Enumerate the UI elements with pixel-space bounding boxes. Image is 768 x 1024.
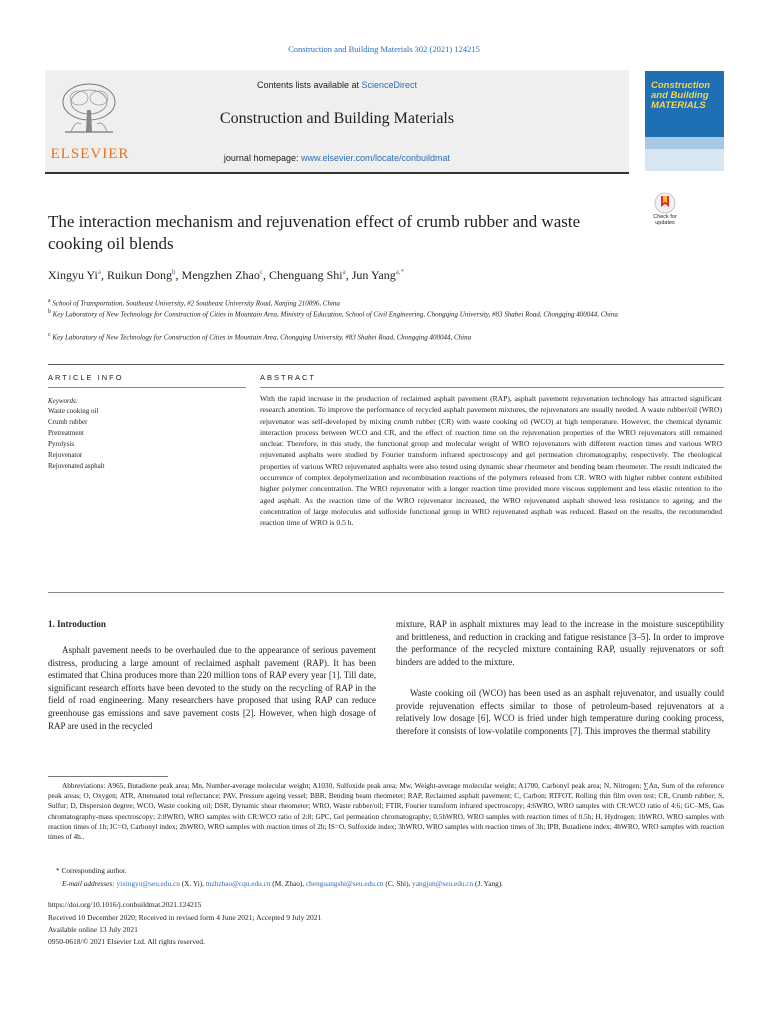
author-affiliation-marker[interactable]: c [259, 268, 263, 276]
email-link[interactable]: chenguangshi@seu.edu.cn [305, 879, 384, 888]
intro-paragraph-3: Waste cooking oil (WCO) has been used as an asphalt rejuvenator, and usually could provide rejuvenation effects similar to those of petroleum-based rejuvenators at a relatively low dosage [6]. WCO is fried under high temperature during cooking process, therefore it consists of low-volatile components [7]. This improves the thermal stability [396, 688, 724, 736]
available-online: Available online 13 July 2021 [48, 925, 138, 934]
author-name[interactable]: Mengzhen Zhao [181, 268, 260, 282]
email-owner: (X. Yi), [179, 879, 206, 888]
section-title: 1. Introduction [48, 619, 106, 629]
article-title: The interaction mechanism and rejuvenation effect of crumb rubber and waste cooking oil blends [48, 212, 581, 253]
email-link[interactable]: mzhzhao@cqu.edu.cn [205, 879, 271, 888]
abstract-rule [260, 387, 724, 388]
keyword: Rejuvenator [48, 451, 83, 459]
homepage-line [133, 153, 541, 163]
article-info-heading: ARTICLE INFO [48, 373, 124, 382]
homepage-prefix: journal homepage: [223, 153, 301, 163]
elsevier-logo[interactable] [45, 70, 133, 170]
author-list: Xingyu Yi$^a$, Ruikun Dong$^b$, Mengzhen Zhao$^c$, Chenguang Shi$^a$, Jun Yang$^{a,*}$ [48, 268, 405, 282]
author-name[interactable]: Xingyu Yi [48, 268, 98, 282]
article-info-rule [48, 387, 246, 388]
intro-paragraph-2: mixture, RAP in asphalt mixtures may lead to the increase in the moisture susceptibility and brittleness, and reduction in cracking and fatigue resistance [3–5]. In order to improve the performance of the recycled mixture containing RAP, usually rejuvenators or soft binders are added to the mixture. [396, 619, 724, 667]
author-affiliation-marker[interactable]: a,* [395, 268, 405, 276]
check-for-updates-icon [654, 192, 676, 214]
email-addresses [62, 879, 724, 889]
contents-prefix: Contents lists available at [256, 80, 362, 90]
corresponding-author-note: * Corresponding author. [56, 866, 127, 875]
contents-line [133, 80, 541, 90]
email-link[interactable]: yixingyu@seu.edu.cn [116, 879, 180, 888]
keyword: Rejuvenated asphalt [48, 462, 105, 470]
elsevier-tree-icon [57, 80, 121, 138]
publisher-name: ELSEVIER [50, 146, 130, 162]
check-for-updates-label: Check for updates [653, 214, 677, 227]
keyword: Waste cooking oil [48, 407, 99, 415]
abstract-text: With the rapid increase in the production of reclaimed asphalt pavement (RAP), asphalt pavement rejuvenation technology has attracted significant research attention. To improve the performance of recycled asphalt pavement mixtures, the rejuvenators are usually needed. A waste rubber/oil (WRO) rejuvenator was self-developed by mixing crumb rubber (CR) with waste cooking oil (WCO) at high temperature. However, the chemical dynamic interaction process between WCO and CR, and the effect of reaction time on the rejuvenation properties of the WRO rejuvenators still remained unclear. Therefore, in this study, the functional group and molecular weight of WRO rejuvenators with different reaction times and various WRO rejuvenated asphalts were studied by Fourier transform infrared spectroscopy and gel permeation chromatography, respectively. The rheological properties of various WRO rejuvenated asphalts were also tested using dynamic shear rheometer and bending beam rheometer. The result indicated the occurrence of complex depolymerization and recombination reactions of the polymers released from CR. WRO with higher rubber content exhibited higher polymer concentration. The WRO rejuvenator with a longer reaction time provided more viscous supplement and less elastic retention to the aged asphalt. As the reaction time of the WRO rejuvenator increased, the WRO rejuvenated asphalt showed less resistance to ageing, and the concentration of large molecules and sulfoxide functional group in WRO rejuvenated asphalt was reduced. Based on the results, the recommended reaction time of WRO is 0.5 h. [260, 394, 722, 528]
author-affiliation-marker[interactable]: a [97, 268, 102, 276]
email-owner: (J. Yang). [473, 879, 504, 888]
footnote-rule [48, 776, 168, 777]
author-name[interactable]: Jun Yang [351, 268, 396, 282]
affiliation-marker: a [48, 298, 51, 304]
abstract-heading: ABSTRACT [260, 373, 317, 382]
intro-paragraph-1: Asphalt pavement needs to be overhauled due to the appearance of serious pavement distress, producing a large amount of reclaimed asphalt pavement (RAP). It has been estimated that China produces more than 220 million tons of RAP every year [1]. Till date, significant research efforts have been devoted to the study on the recycling of RAP in the field of road engineering. Many researchers have proposed that using RAP can reduce greenhouse gas emissions and save pavement costs [2]. However, when high dosage of RAP are used in the recycled [48, 645, 376, 731]
homepage-link[interactable]: www.elsevier.com/locate/conbuildmat [300, 153, 451, 163]
email-link[interactable]: yangjun@seu.edu.cn [412, 879, 474, 888]
copyright: 0950-0618/© 2021 Elsevier Ltd. All rights reserved. [48, 937, 205, 946]
affiliation-text: Key Laboratory of New Technology for Construction of Cities in Mountain Area, Ministry of Education, School of Civil Engineering, Chongqing University, #83 Shabei Road, Chongqing 400044, China [52, 310, 618, 319]
doi-link[interactable]: https://doi.org/10.1016/j.conbuildmat.2021.124215 [48, 900, 202, 909]
author-affiliation-marker[interactable]: a [342, 268, 346, 276]
journal-reference[interactable]: Construction and Building Materials 302 (2021) 124215 [288, 44, 480, 54]
affiliation-c [48, 330, 738, 343]
top-divider [48, 364, 724, 365]
journal-name: Construction and Building Materials [219, 110, 455, 127]
abstract-bottom-divider [48, 592, 724, 593]
keywords-title: Keywords: [48, 397, 79, 405]
author-name[interactable]: Ruikun Dong [107, 268, 173, 282]
keyword: Pyrolysis [48, 440, 75, 448]
received-dates: Received 10 December 2020; Received in revised form 4 June 2021; Accepted 9 July 2021 [48, 913, 322, 922]
affiliation-text: School of Transportation, Southeast University, #2 Southeast University Road, Nanjing 210096, China [52, 299, 340, 308]
cover-stripe-light [645, 149, 724, 171]
email-owner: (C. Shi), [383, 879, 413, 888]
keyword: Crumb rubber [48, 418, 88, 426]
affiliation-marker: b [48, 309, 51, 315]
email-label: E-mail addresses: [62, 879, 117, 888]
keyword: Pretreatment [48, 429, 84, 437]
journal-banner [45, 70, 629, 174]
sciencedirect-link[interactable]: ScienceDirect [361, 80, 418, 90]
email-owner: (M. Zhao), [270, 879, 306, 888]
cover-title: Construction and Building MATERIALS [651, 80, 711, 111]
journal-cover[interactable] [645, 71, 724, 171]
affiliation-marker: c [48, 332, 51, 338]
affiliation-text: Key Laboratory of New Technology for Construction of Cities in Mountain Area, Chongqing University, #83 Shabei Road, Chongqing 400044, China [52, 333, 472, 342]
affiliation-b [48, 307, 738, 320]
check-for-updates-button[interactable] [648, 192, 682, 232]
author-name[interactable]: Chenguang Shi [268, 268, 343, 282]
abbreviations-footnote: Abbreviations: A965, Butadiene peak area; Mn, Number-average molecular weight; A1030, Sulfoxide peak area; Mw, Weight-average molecular weight; A1700, Carbonyl peak area; N, Nitrogen; ∑An, Sum of the reference peak areas; O, Oxygen; ATR, Attenuated total reflectance; PAV, Pressure ageing vessel; BBR, Bending beam rheometer; RAP, Reclaimed asphalt pavement; C, Carbon; RTFOT, Rolling thin film oven test; CR, Crumb rubber; S, Sulfur; D, Dispersion degree; WCO, Waste cooking oil; DSR, Dynamic shear rheometer; WRO, Waste rubber/oil; FTIR, Fourier transform infrared spectroscopy; 4:6WRO, WRO samples with CR:WCO ratio of 4:6; GC–MS, Gas chromatography-mass spectroscopy; 2:8WRO, WRO samples with CR:WCO ratio of 2:8; GPC, Gel permeation chromatography; 0.5hWRO, WRO samples with reaction times of 0.5h; H, Hydrogen; 1hWRO, WRO samples with reaction times of 1h; IC=O, Carbonyl index; 2hWRO, WRO samples with reaction times of 2h; IS=O, Sulfoxide index; 3hWRO, WRO samples with reaction times of 3h; IPB, Butadiene index; 4hWRO, WRO samples with reaction times of 4h.. [48, 781, 724, 842]
author-affiliation-marker[interactable]: b [172, 268, 176, 276]
